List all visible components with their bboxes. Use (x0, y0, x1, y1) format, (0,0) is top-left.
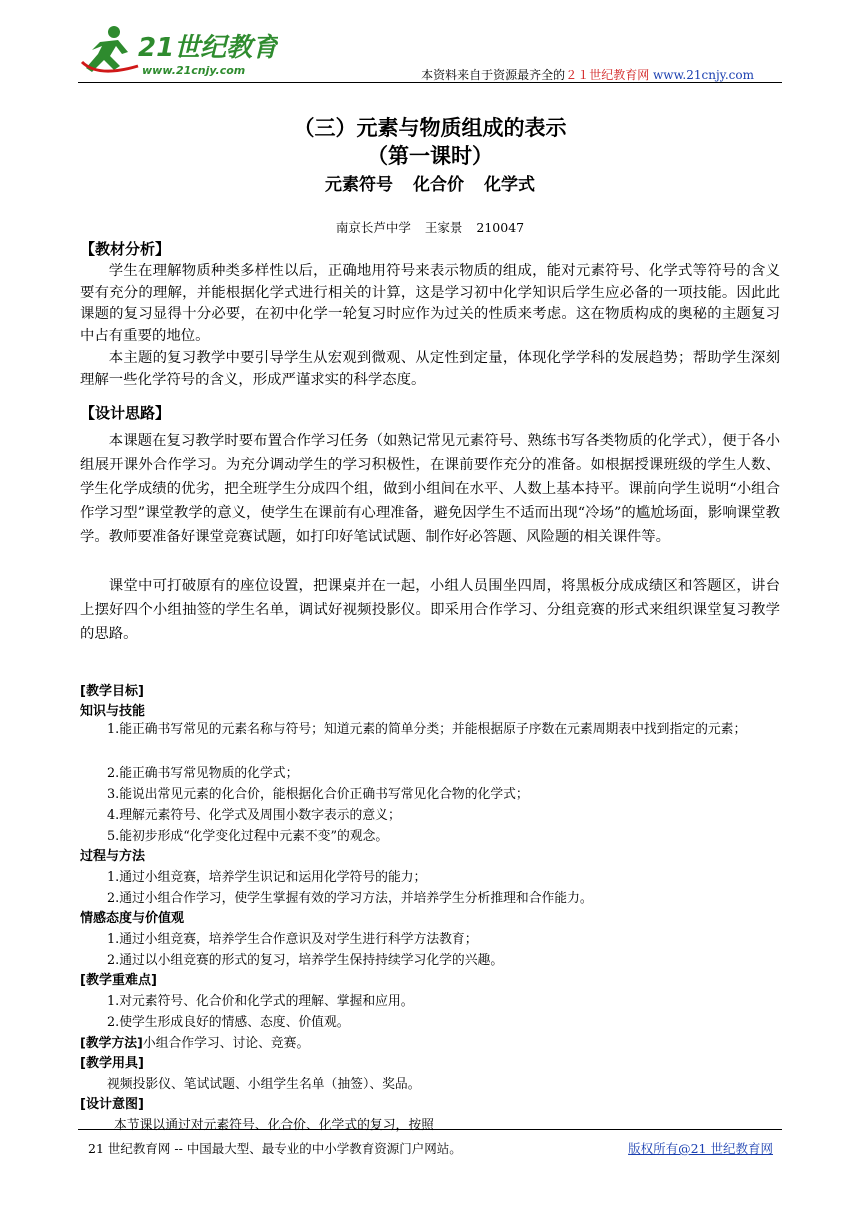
author-line (0, 218, 860, 236)
footer-copyright-link[interactable]: 版权所有@21 世纪教育网 (628, 1141, 773, 1156)
site-logo (78, 22, 278, 80)
author-school: 南京长芦中学 (335, 220, 411, 235)
keypoint-item-2: 2.使学生形成良好的情感、态度、价值观。 (107, 1015, 350, 1030)
runner-icon (78, 22, 278, 80)
section-heading-intent: [设计意图] (80, 1097, 144, 1112)
subheading-process: 过程与方法 (80, 849, 146, 864)
knowledge-item-3: 3.能说出常见元素的化合价，能根据化合价正确书写常见化合物的化学式； (107, 787, 529, 802)
header-note-url[interactable]: www.21cnjy.com (653, 68, 754, 82)
method-text: 小组合作学习、讨论、竞赛。 (142, 1036, 310, 1051)
topic-formula: 化学式 (484, 175, 535, 195)
topic-line (0, 170, 860, 195)
emotion-item-2: 2.通过以小组竞赛的形式的复习，培养学生保持持续学习化学的兴趣。 (107, 953, 504, 968)
intent-text: 本节课以通过对元素符号、化合价、化学式的复习，按照 (114, 1118, 434, 1133)
design-paragraph-2: 课堂中可打破原有的座位设置，把课桌并在一起，小组人员围坐四周，将黑板分成成绩区和答题区，讲台上摆好四个小组抽签的学生名单，调试好视频投影仪。即采用合作学习、分组竞赛的形式来组织课堂复习教学的思路。 (80, 578, 780, 642)
topic-valence: 化合价 (413, 175, 464, 195)
logo-url: www.21cnjy.com (142, 64, 246, 77)
analysis-paragraph-1: 学生在理解物质种类多样性以后，正确地用符号来表示物质的组成，能对元素符号、化学式等符号的含义要有充分的理解，并能根据化学式进行相关的计算，这是学习初中化学知识后学生应必备的一项技能。因此此课题的复习显得十分必要，在初中化学一轮复习时应作为过关的性质来考虑。这在物质构成的奥秘的主题复习中占有重要的地位。 (80, 263, 780, 344)
page-subtitle: （第一课时） (367, 144, 493, 168)
section-heading-analysis: 【教材分析】 (80, 240, 171, 258)
section-heading-goals: [教学目标] (80, 684, 144, 699)
section-heading-keypoints: [教学重难点] (80, 973, 157, 988)
process-item-1: 1.通过小组竞赛，培养学生识记和运用化学符号的能力； (107, 870, 427, 885)
footer-divider (78, 1129, 782, 1130)
header-note-prefix: 本资料来自于资源最齐全的 (421, 68, 566, 82)
process-item-2: 2.通过小组合作学习，使学生掌握有效的学习方法，并培养学生分析推理和合作能力。 (107, 891, 593, 906)
design-paragraph-1: 本课题在复习教学时要布置合作学习任务（如熟记常见元素符号、熟练书写各类物质的化学式），便于各小组展开课外合作学习。为充分调动学生的学习积极性，在课前要作充分的准备。如根据授课班级的学生人数、学生化学成绩的优劣，把全班学生分成四个组，做到小组间在水平、人数上基本持平。课前向学生说明“小组合作学习型”课堂教学的意义，使学生在课前有心理准备，避免因学生不适而出现“冷场”的尴尬场面，影响课堂教学。教师要准备好课堂竞赛试题，如打印好笔试试题、制作好必答题、风险题的相关课件等。 (80, 433, 780, 545)
method-line (80, 1032, 309, 1051)
knowledge-item-2: 2.能正确书写常见物质的化学式； (107, 766, 299, 781)
knowledge-item-4: 4.理解元素符号、化学式及周围小数字表示的意义； (107, 808, 401, 823)
author-code: 210047 (476, 220, 525, 235)
header-note (421, 66, 754, 83)
section-heading-tools: [教学用具] (80, 1056, 144, 1071)
knowledge-item-5: 5.能初步形成“化学变化过程中元素不变”的观念。 (107, 829, 389, 844)
author-name: 王家景 (424, 220, 463, 235)
header-note-site[interactable]: ２１世纪教育网 (565, 68, 650, 82)
page-title: （三）元素与物质组成的表示 (293, 116, 567, 140)
method-heading: [教学方法] (80, 1036, 143, 1051)
header-divider (78, 82, 782, 83)
emotion-item-1: 1.通过小组竞赛，培养学生合作意识及对学生进行科学方法教育； (107, 932, 478, 947)
topic-element-symbol: 元素符号 (325, 175, 393, 195)
tools-text: 视频投影仪、笔试试题、小组学生名单（抽签）、奖品。 (107, 1077, 421, 1092)
subheading-emotion: 情感态度与价值观 (80, 911, 185, 926)
analysis-paragraph-2: 本主题的复习教学中要引导学生从宏观到微观、从定性到定量，体现化学学科的发展趋势；帮助学生深刻理解一些化学符号的含义，形成严谨求实的科学态度。 (80, 350, 780, 388)
subheading-knowledge: 知识与技能 (80, 704, 146, 719)
knowledge-item-1: 1.能正确书写常见的元素名称与符号；知道元素的简单分类；并能根据原子序数在元素周期表中找到指定的元素； (107, 722, 747, 737)
logo-main: 21世纪教育 (138, 33, 278, 63)
footer-tagline: 21 世纪教育网 -- 中国最大型、最专业的中小学教育资源门户网站。 (88, 1141, 462, 1156)
keypoint-item-1: 1.对元素符号、化合价和化学式的理解、掌握和应用。 (107, 994, 414, 1009)
section-heading-design: 【设计思路】 (80, 404, 171, 422)
